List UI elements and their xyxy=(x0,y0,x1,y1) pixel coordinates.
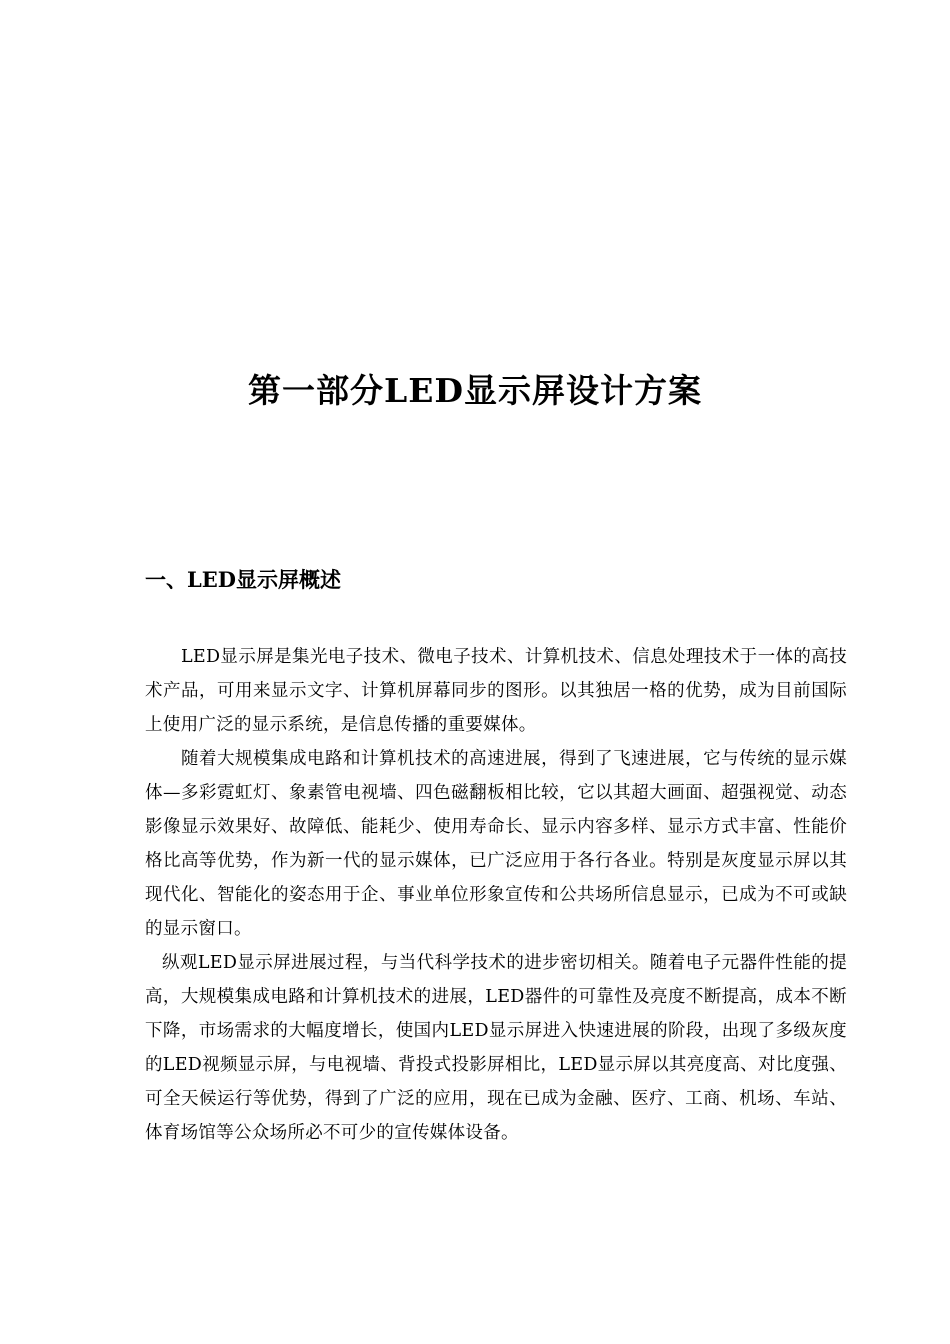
document-title: 第一部分LED显示屏设计方案 xyxy=(248,371,702,410)
paragraph-2: 随着大规模集成电路和计算机技术的高速进展，得到了飞速进展，它与传统的显示媒体—多彩霓虹灯、象素管电视墙、四色磁翻板相比较，它以其超大画面、超强视觉、动态影像显示效果好、故障低、能耗少、使用寿命长、显示内容多样、显示方式丰富、性能价格比高等优势，作为新一代的显示媒体，已广泛应用于各行各业。特别是灰度显示屏以其现代化、智能化的姿态用于企、事业单位形象宣传和公共场所信息显示，已成为不可或缺的显示窗口。 xyxy=(145,749,847,939)
section-body xyxy=(145,640,847,1150)
paragraph-1: LED显示屏是集光电子技术、微电子技术、计算机技术、信息处理技术于一体的高技术产品，可用来显示文字、计算机屏幕同步的图形。以其独居一格的优势，成为目前国际上使用广泛的显示系统，是信息传播的重要媒体。 xyxy=(145,647,847,735)
paragraph-3: 纵观LED显示屏进展过程，与当代科学技术的进步密切相关。随着电子元器件性能的提高，大规模集成电路和计算机技术的进展，LED器件的可靠性及亮度不断提高，成本不断下降，市场需求的大幅度增长，使国内LED显示屏进入快速进展的阶段，出现了多级灰度的LED视频显示屏，与电视墙、背投式投影屏相比，LED显示屏以其亮度高、对比度强、可全天候运行等优势，得到了广泛的应用，现在已成为金融、医疗、工商、机场、车站、体育场馆等公众场所必不可少的宣传媒体设备。 xyxy=(145,953,847,1143)
section-heading: 一、LED显示屏概述 xyxy=(145,567,341,592)
